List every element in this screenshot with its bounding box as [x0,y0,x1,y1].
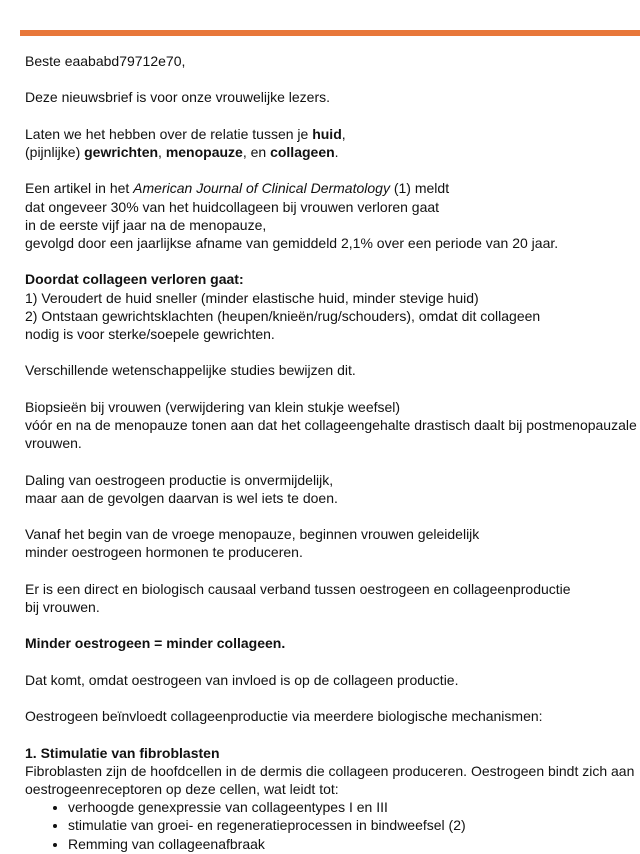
journal-name: American Journal of Clinical Dermatology [133,180,390,197]
bold-menopauze: menopauze [165,143,243,160]
section-heading: 1. Stimulatie van fibroblasten [25,744,220,761]
greeting: Beste eaababd79712e70, [25,53,186,69]
mechanism-list [25,798,640,853]
newsletter-body [25,52,640,853]
decline-paragraph: Daling van oestrogeen productie is onvermijdelijk, maar aan de gevolgen daarvan is wel iets te doen. [25,471,338,506]
biopsy-paragraph: Biopsieën bij vrouwen (verwijdering van klein stukje weefsel) vóór en na de menopauze tonen aan dat het collageengehalte drastisch daalt bij postmenopauzale vrouwen. [25,398,637,452]
bold-collageen: collageen [270,143,335,160]
studies-text: Verschillende wetenschappelijke studies bewijzen dit. [25,362,356,379]
list-item: • stimulatie van groei- en regeneratieprocessen in bindweefsel (2) [68,816,640,834]
equation-heading: Minder oestrogeen = minder collageen. [25,635,286,652]
bold-huid: huid [312,125,342,142]
list-item: • verhoogde genexpressie van collageentypes I en III [68,798,640,816]
topic-paragraph: Laten we het hebben over de relatie tussen je huid, (pijnlijke) gewrichten, menopauze, en collageen. [25,125,346,160]
accent-bar [20,30,640,36]
loss-heading: Doordat collageen verloren gaat: [25,271,244,288]
because-text: Dat komt, omdat oestrogeen van invloed is op de collageen productie. [25,671,459,688]
loss-paragraph: Doordat collageen verloren gaat: 1) Veroudert de huid sneller (minder elastische huid, minder stevige huid) 2) Ontstaan gewrichtsklachten (heupen/knieën/rug/schouders), omdat dit collageen nodig is voor sterke/soepele gewrichten. [25,271,541,342]
mechanisms-text: Oestrogeen beïnvloedt collageenproductie via meerdere biologische mechanismen: [25,708,543,725]
bold-gewrichten: gewrichten [84,143,159,160]
early-menopause-paragraph: Vanaf het begin van de vroege menopauze, beginnen vrouwen geleidelijk minder oestrogeen hormonen te produceren. [25,526,480,561]
causal-link-paragraph: Er is een direct en biologisch causaal verband tussen oestrogeen en collageenproductie bij vrouwen. [25,580,571,615]
list-item: • Remming van collageenafbraak [68,835,640,853]
article-paragraph: Een artikel in het American Journal of Clinical Dermatology (1) meldt dat ongeveer 30% van het huidcollageen bij vrouwen verloren gaat in de eerste vijf jaar na de menopauze, gevolgd door een jaarlijkse afname van gemiddeld 2,1% over een periode van 20 jaar. [25,180,559,251]
intro-text: Deze nieuwsbrief is voor onze vrouwelijke lezers. [25,89,331,106]
section-fibroblasts: 1. Stimulatie van fibroblasten Fibroblasten zijn de hoofdcellen in de dermis die collageen produceren. Oestrogeen bindt zich aan oestrogeenreceptoren op deze cellen, wat leidt tot: • verhoogde genexpressie van collageentypes I en III • stimulatie van groei- en regeneratieprocessen in bindweefsel (2) • Remming van collageenafbraak [25,744,640,853]
